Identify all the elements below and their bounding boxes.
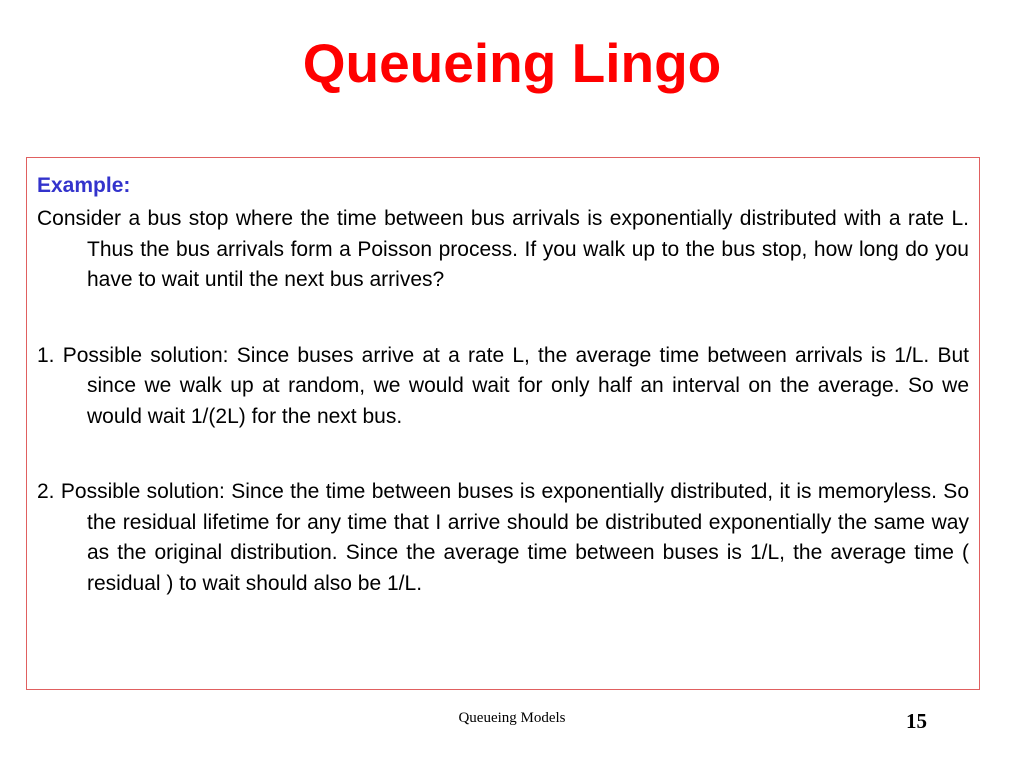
paragraph-solution-1: 1. Possible solution: Since buses arrive at a rate L, the average time between arrivals is 1/L. But since we walk up at random, we would wait for only half an interval on the average. So we would wait 1/(2L) for the next bus.: [37, 343, 969, 428]
paragraph-solution-2: 2. Possible solution: Since the time between buses is exponentially distributed, it is memoryless. So the residual lifetime for any time that I arrive should be distributed exponentially the same way as the original distribution. Since the average time between buses is 1/L, the average time ( residual ) to wait should also be 1/L.: [37, 480, 969, 595]
footer-text: Queueing Models: [458, 710, 566, 726]
example-heading: Example:: [37, 174, 131, 197]
slide-title: Queueing Lingo: [302, 32, 722, 94]
paragraph-question: Consider a bus stop where the time between bus arrivals is exponentially distributed with a rate L. Thus the bus arrivals form a Poisson process. If you walk up to the bus stop, how long do you have to wait until the next bus arrives?: [37, 207, 969, 291]
paragraph-spacer: [37, 432, 969, 477]
page-number: 15: [906, 709, 927, 733]
paragraph-spacer: [37, 296, 969, 341]
content-box: [26, 157, 980, 690]
